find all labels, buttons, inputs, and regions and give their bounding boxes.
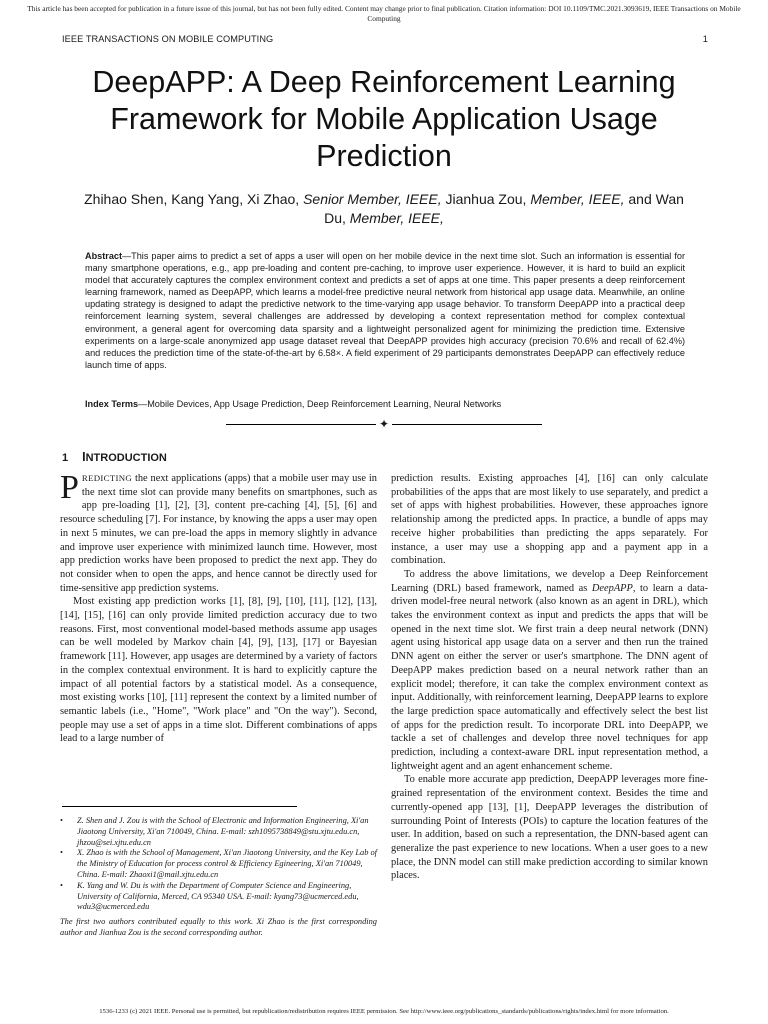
abstract	[85, 250, 685, 371]
bullet-icon: •	[60, 880, 63, 890]
paragraph	[391, 568, 708, 774]
publication-notice: This article has been accepted for publication in a future issue of this journal, but has not been fully edited. Content may change prior to final publication. Citation information: DOI 10.1109/TMC.2021.3093619, IEEE Transactions on Mobile Computing	[27, 4, 741, 23]
paragraph: To enable more accurate app prediction, DeepAPP leverages more fine-grained representation of the environment context. Besides the time and currently-opened app [13], [1], DeepAPP leverages the distribution of surrounding Point of Interests (POIs) to capture the location features of the user. In addition, based on such a representation, the DNN-based agent can generalize the past experience to new locations. When a user goes to a new place, the DNN model can still make prediction according to similar known places.	[391, 774, 708, 882]
paragraph: Most existing app prediction works [1], [8], [9], [10], [11], [12], [13], [14], [15], [16] can only provide limited prediction accuracy due to two reasons. First, most conventional model-based methods assume app usages can be well modeled by Markov chain [4], [9], [13], [17] or Bayesian framework [11]. However, app usages are determined by a variety of factors in the complex contextual environment. It is hard to explicitly capture the impact of all potential factors by a statistical model. As a consequence, most existing works [10], [11] represent the context by a limited number of semantic labels (i.e., "Home", "Work place" and "On the way"). Second, people may use a set of apps in a time slot. Different combinations of apps lead to a large number of	[60, 596, 377, 745]
bullet-icon: •	[60, 816, 63, 825]
drop-cap: P	[60, 469, 79, 506]
lead-word: REDICTING	[81, 473, 133, 483]
running-head	[62, 34, 708, 46]
divider-ornament-icon: ✦	[376, 416, 392, 432]
index-terms-text: —Mobile Devices, App Usage Prediction, Deep Reinforcement Learning, Neural Networks	[138, 399, 502, 409]
footnote-text: Z. Shen and J. Zou is with the School of Electronic and Information Engineering, Xi'an Jiaotong University, Xi'an 710049, China. E-mail: szh1095738849@stu.xjtu.edu.cn, jhzou@sei.xjtu.edu.cn	[77, 816, 369, 847]
abstract-label: Abstract	[85, 251, 123, 261]
system-name: DeepAPP	[591, 582, 633, 594]
paper-title: DeepAPP: A Deep Reinforcement Learning Framework for Mobile Application Usage Prediction	[92, 65, 676, 173]
paragraph	[60, 469, 377, 595]
index-terms	[85, 398, 685, 410]
bullet-icon: •	[60, 848, 63, 858]
index-terms-label: Index Terms	[85, 399, 139, 409]
paragraph: prediction results. Existing approaches [4], [16] can only calculate probabilities of the apps that are most likely to use separately, and predict a set of apps with highest probabilities. However, these approaches ignore relationship among the predicted apps. In practice, a bundle of apps may receive higher probabilities than predicting the apps separately. For instance, a user may use a shopping app and a payment app in a combination.	[391, 473, 708, 567]
journal-name: IEEE TRANSACTIONS ON MOBILE COMPUTING	[62, 34, 274, 44]
footnote-item	[60, 881, 377, 913]
left-column	[60, 469, 377, 746]
footnote-rule	[62, 806, 297, 807]
section-title-initial: I	[82, 450, 86, 464]
copyright-notice: 1536-1233 (c) 2021 IEEE. Personal use is permitted, but republication/redistribution requires IEEE permission. See http://www.ieee.org/publications_standards/publications/rights/index.html for more information.	[99, 1008, 669, 1015]
footnote-item	[60, 848, 377, 880]
paragraph-text: the next applications (apps) that a mobile user may use in the next time slot can provide many benefits on smartphones, such as app pre-loading [1], [2], [3], content pre-caching [4], [5], [6] and resource scheduling [7]. For instance, by knowing the apps a user may open in next 5 minutes, we can pre-load the apps in memory slightly in advance and improve user experience with minimized launch time. However, most app prediction works have been proposed to predict the next app. They do not consider when to open the apps, and hence cannot be directly used for time-sensitive app prediction systems.	[60, 473, 377, 594]
author-names: Jianhua Zou,	[441, 191, 531, 207]
paragraph-text: , to learn a data-driven model-free neural network (also known as an agent in DRL), which takes the environment context as input and predicts the apps that will be opened in the next time slot. We first train a deep neural network (DNN) agent using historical app usage data on a server and then run the trained DNN agent on either the server or user's smartphone. The DNN agent of DeepAPP makes prediction based on a neural network rather than an explicit model; therefore, it can take the complex environment context as input. Additionally, with reinforcement learning, DeepAPP learns to explore the large prediction space automatically and effectively select the best list of apps for the prediction result. To incorporate DRL into DeepAPP, we tackle a set of challenges and develop three novel techniques for app prediction, including a context-aware DRL input representation method, a lightweight agent and an agent enhancement scheme.	[391, 582, 709, 772]
footnote-item	[60, 816, 377, 848]
footnotes	[60, 816, 377, 939]
author-list	[80, 190, 688, 228]
section-title-rest: NTRODUCTION	[85, 452, 167, 464]
right-column	[391, 472, 708, 883]
author-names: Zhihao Shen, Kang Yang, Xi Zhao,	[84, 191, 304, 207]
author-names: and Wan Du,	[324, 191, 684, 226]
author-role: Member, IEEE,	[349, 210, 444, 226]
abstract-text: —This paper aims to predict a set of apps a user will open on her mobile device in the next time slot. Such an information is essential for many smartphone operations, e.g., app pre-loading and content pre-caching, to improve user experience. However, it is hard to build an explicit model that accurately captures the complex environment context and predicts a set of apps at one time. This paper presents a deep reinforcement learning framework, named as DeepAPP, which learns a model-free predictive neural network from historical app usage data. Meanwhile, an online updating strategy is designed to adapt the predictive network to the time-varying app usage behavior. To transform DeepAPP into a practical deep reinforcement learning system, several challenges are addressed by developing a context representation method for complex contextual environment, a general agent for overcoming data sparsity and a lightweight personalized agent for minimizing the prediction time. Extensive experiments on a large-scale anonymized app usage dataset reveal that DeepAPP provides high accuracy (precision 70.6% and recall of 62.4%) and reduces the prediction time of the state-of-the-art by 6.58×. A field experiment of 29 participants demonstrates DeepAPP can effectively reduce launch time of apps.	[85, 251, 685, 370]
footnote-note: The first two authors contributed equally to this work. Xi Zhao is the first corresponding author and Jianhua Zou is the second corresponding author.	[60, 917, 377, 937]
author-role: Senior Member, IEEE,	[303, 191, 442, 207]
footnote-text: K. Yang and W. Du is with the Department of Computer Science and Engineering, University of California, Merced, CA 95340 USA. E-mail: kyang73@ucmerced.edu, wdu3@ucmerced.edu	[77, 880, 359, 912]
author-role: Member, IEEE,	[530, 191, 625, 207]
footnote-text: X. Zhao is with the School of Management, Xi'an Jiaotong University, and the Key Lab of the Ministry of Education for process control & Efficiency Egineering, Xi'an 710049, China. E-mail: Zhaoxi1@mail.xjtu.edu.cn	[77, 848, 378, 879]
page-number: 1	[702, 34, 708, 44]
section-heading	[62, 450, 167, 464]
paragraph-text: To address the above limitations, we develop a Deep Reinforcement Learning (DRL) based framework, named as	[391, 568, 708, 594]
section-number: 1	[62, 452, 69, 464]
